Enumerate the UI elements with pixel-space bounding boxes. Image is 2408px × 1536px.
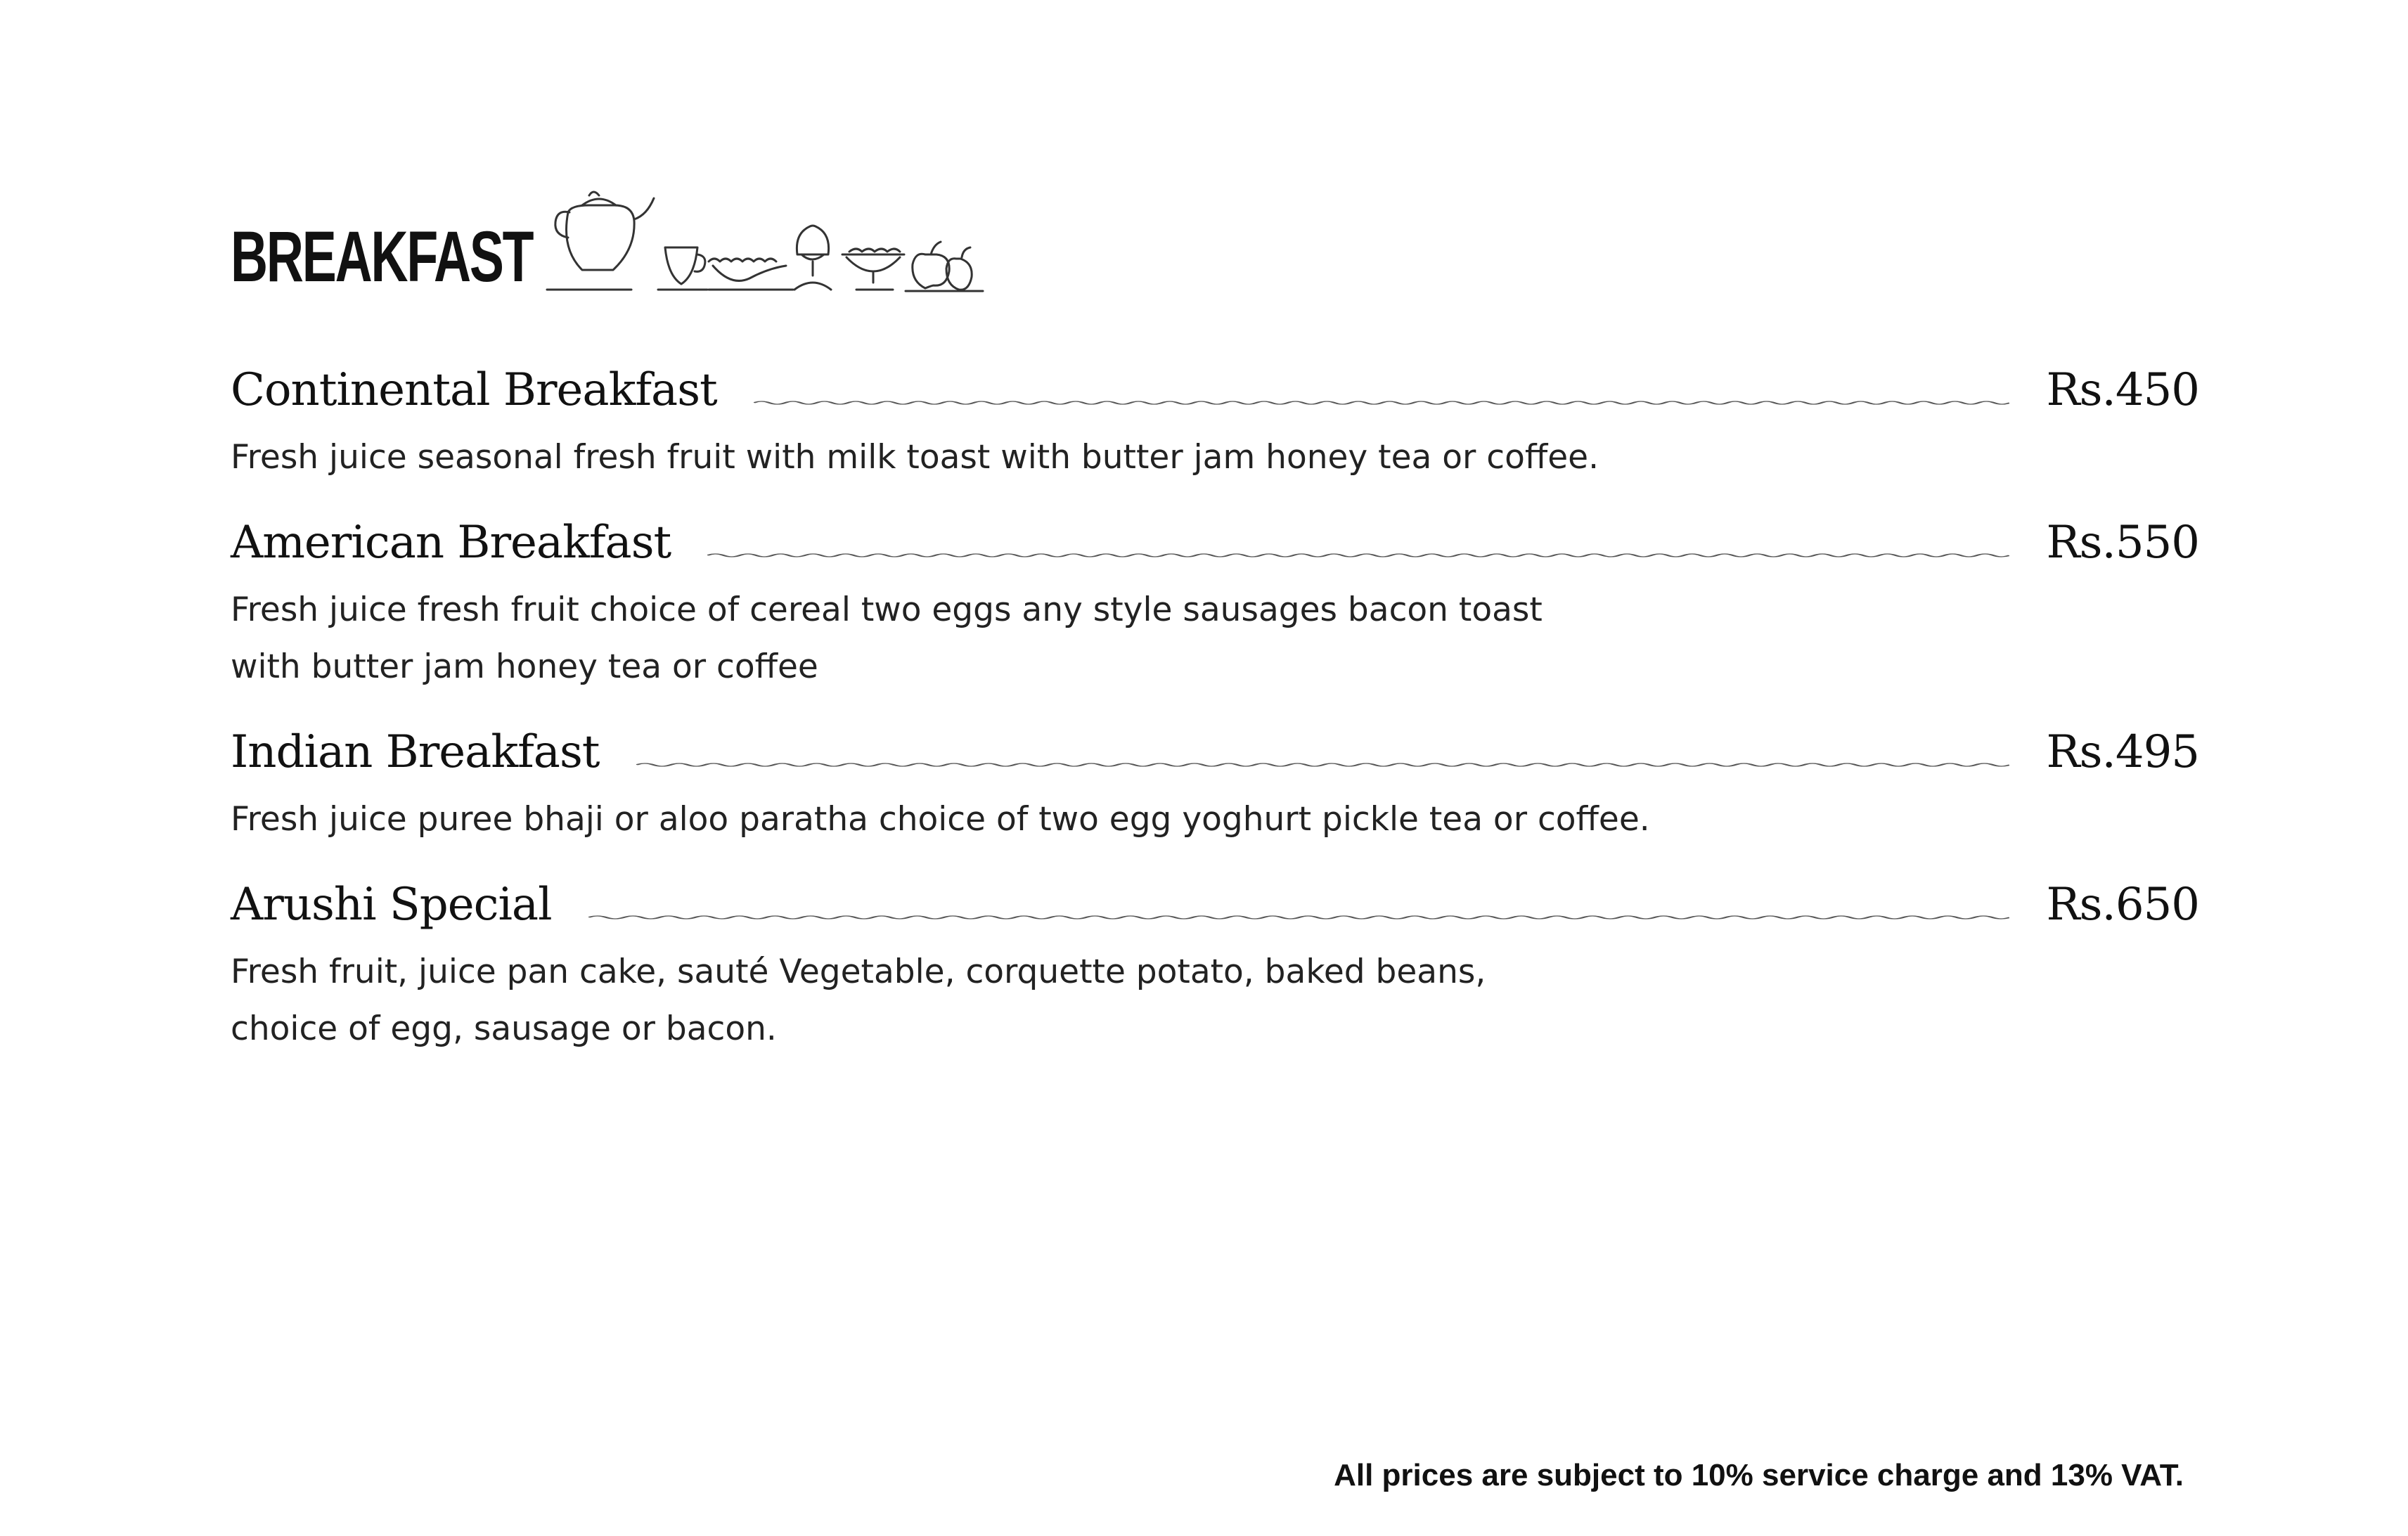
- menu-item: [231, 879, 2199, 1057]
- menu-item-header: [231, 879, 2199, 942]
- dotted-leader: [636, 761, 2010, 769]
- menu-item-name: Indian Breakfast: [231, 726, 600, 778]
- dotted-leader: [588, 913, 2010, 922]
- menu-items-list: [231, 364, 2199, 1088]
- menu-item-description: Fresh juice seasonal fresh fruit with milk toast with butter jam honey tea or coffee.: [231, 438, 1599, 477]
- menu-item-price: Rs.650: [2046, 879, 2199, 931]
- menu-item-header: [231, 517, 2199, 580]
- menu-item-price: Rs.550: [2046, 517, 2199, 569]
- dotted-leader: [707, 551, 2009, 560]
- menu-item-header: [231, 364, 2199, 427]
- menu-item-description: Fresh juice puree bhaji or aloo paratha choice of two egg yoghurt pickle tea or coffee.: [231, 800, 1650, 839]
- pricing-disclaimer: All prices are subject to 10% service charge and 13% VAT.: [1334, 1458, 2184, 1492]
- menu-item-name: American Breakfast: [231, 517, 671, 569]
- menu-item-name: Arushi Special: [231, 879, 552, 931]
- menu-item-name: Continental Breakfast: [231, 364, 717, 416]
- teapot-and-tableware-illustration-icon: [540, 184, 990, 297]
- menu-item-description: Fresh fruit, juice pan cake, sauté Vegetable, corquette potato, baked beans, choice of egg, sausage or bacon.: [231, 953, 1486, 1048]
- menu-item-price: Rs.495: [2046, 726, 2199, 778]
- menu-item-header: [231, 726, 2199, 789]
- section-header: [231, 184, 990, 297]
- section-title: BREAKFAST: [231, 217, 533, 297]
- menu-item: [231, 726, 2199, 848]
- dotted-leader: [754, 399, 2010, 407]
- menu-item-description: Fresh juice fresh fruit choice of cereal two eggs any style sausages bacon toast with butter jam honey tea or coffee: [231, 590, 1543, 686]
- menu-item: [231, 517, 2199, 695]
- menu-item-price: Rs.450: [2046, 364, 2199, 416]
- menu-item: [231, 364, 2199, 486]
